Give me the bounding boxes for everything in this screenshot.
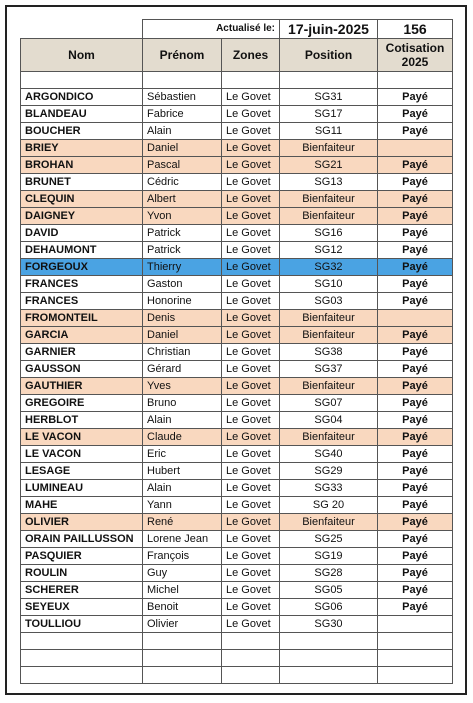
cell-prenom[interactable]: Albert — [143, 191, 222, 208]
cell-position[interactable]: SG19 — [280, 548, 378, 565]
cell-nom[interactable]: ROULIN — [21, 565, 143, 582]
empty-cell[interactable] — [378, 633, 453, 650]
cell-prenom[interactable]: Yves — [143, 378, 222, 395]
cell-zone[interactable]: Le Govet — [222, 344, 280, 361]
table-row — [21, 531, 453, 548]
cell-position[interactable]: SG28 — [280, 565, 378, 582]
table-row — [21, 446, 453, 463]
cell-nom[interactable]: DEHAUMONT — [21, 242, 143, 259]
cell-prenom[interactable]: Denis — [143, 310, 222, 327]
cell-zone[interactable]: Le Govet — [222, 106, 280, 123]
table-row — [21, 276, 453, 293]
cell-zone[interactable]: Le Govet — [222, 259, 280, 276]
table-row — [21, 191, 453, 208]
cell-zone[interactable]: Le Govet — [222, 225, 280, 242]
cell-position[interactable]: SG21 — [280, 157, 378, 174]
column-header-row — [21, 39, 453, 72]
empty-cell[interactable] — [143, 650, 222, 667]
cell-cotisation[interactable] — [378, 140, 453, 157]
cell-cotisation[interactable]: Payé — [378, 429, 453, 446]
empty-cell[interactable] — [280, 633, 378, 650]
cell-position[interactable]: SG07 — [280, 395, 378, 412]
cell-position[interactable]: SG30 — [280, 616, 378, 633]
table-row — [21, 259, 453, 276]
cell-zone[interactable]: Le Govet — [222, 310, 280, 327]
cell-prenom[interactable]: Cédric — [143, 174, 222, 191]
table-row — [21, 106, 453, 123]
cell-nom[interactable]: BLANDEAU — [21, 106, 143, 123]
cell-position[interactable]: Bienfaiteur — [280, 208, 378, 225]
empty-cell[interactable] — [378, 650, 453, 667]
cell-cotisation[interactable]: Payé — [378, 293, 453, 310]
cell-zone[interactable]: Le Govet — [222, 480, 280, 497]
cell-cotisation[interactable]: Payé — [378, 276, 453, 293]
blank-row — [21, 72, 453, 89]
cell-prenom[interactable]: Bruno — [143, 395, 222, 412]
table-row — [21, 293, 453, 310]
cell-cotisation[interactable]: Payé — [378, 446, 453, 463]
cell-zone[interactable]: Le Govet — [222, 276, 280, 293]
cell-cotisation[interactable]: Payé — [378, 225, 453, 242]
cell-position[interactable]: Bienfaiteur — [280, 514, 378, 531]
cell-position[interactable]: SG37 — [280, 361, 378, 378]
cell-zone[interactable]: Le Govet — [222, 327, 280, 344]
cell-zone[interactable]: Le Govet — [222, 208, 280, 225]
cell-nom[interactable]: SEYEUX — [21, 599, 143, 616]
cell-nom[interactable]: LESAGE — [21, 463, 143, 480]
cell-zone[interactable]: Le Govet — [222, 293, 280, 310]
cell-nom[interactable]: GARNIER — [21, 344, 143, 361]
cell-cotisation[interactable]: Payé — [378, 582, 453, 599]
cell-prenom[interactable]: Benoit — [143, 599, 222, 616]
cell-zone[interactable]: Le Govet — [222, 616, 280, 633]
table-row — [21, 310, 453, 327]
cell-nom[interactable]: SCHERER — [21, 582, 143, 599]
cell-zone[interactable]: Le Govet — [222, 429, 280, 446]
empty-cell[interactable] — [21, 667, 143, 684]
cell-zone[interactable]: Le Govet — [222, 565, 280, 582]
empty-cell[interactable] — [222, 633, 280, 650]
cell-nom[interactable]: OLIVIER — [21, 514, 143, 531]
cell-cotisation[interactable]: Payé — [378, 327, 453, 344]
empty-cell[interactable] — [222, 650, 280, 667]
cell-position[interactable]: SG29 — [280, 463, 378, 480]
cell-cotisation[interactable]: Payé — [378, 344, 453, 361]
info-row — [21, 20, 453, 39]
cell-nom[interactable]: LE VACON — [21, 429, 143, 446]
cell-nom[interactable]: BROHAN — [21, 157, 143, 174]
info-spacer — [21, 20, 143, 39]
header-zones[interactable]: Zones — [222, 39, 280, 72]
empty-cell[interactable] — [378, 667, 453, 684]
cell-cotisation[interactable]: Payé — [378, 242, 453, 259]
cell-position[interactable]: SG13 — [280, 174, 378, 191]
cell-position[interactable]: SG40 — [280, 446, 378, 463]
cell-prenom[interactable]: Daniel — [143, 140, 222, 157]
cell-prenom[interactable]: Yvon — [143, 208, 222, 225]
cell-position[interactable]: SG38 — [280, 344, 378, 361]
cell-position[interactable]: SG25 — [280, 531, 378, 548]
cell-zone[interactable]: Le Govet — [222, 548, 280, 565]
cell-position[interactable]: SG 20 — [280, 497, 378, 514]
cell-zone[interactable]: Le Govet — [222, 412, 280, 429]
cell-nom[interactable]: ORAIN PAILLUSSON — [21, 531, 143, 548]
cell-cotisation[interactable]: Payé — [378, 191, 453, 208]
member-count[interactable]: 156 — [378, 20, 453, 39]
updated-date[interactable]: 17-juin-2025 — [280, 20, 378, 39]
cell-prenom[interactable]: Fabrice — [143, 106, 222, 123]
header-prenom[interactable]: Prénom — [143, 39, 222, 72]
empty-row — [21, 667, 453, 684]
spreadsheet-page — [5, 5, 467, 695]
header-nom[interactable]: Nom — [21, 39, 143, 72]
cell-prenom[interactable]: Christian — [143, 344, 222, 361]
table-row — [21, 548, 453, 565]
cell-nom[interactable]: GAUTHIER — [21, 378, 143, 395]
cell-position[interactable]: SG06 — [280, 599, 378, 616]
cell-zone[interactable]: Le Govet — [222, 157, 280, 174]
empty-cell[interactable] — [280, 667, 378, 684]
cell-position[interactable]: SG10 — [280, 276, 378, 293]
cell-cotisation[interactable]: Payé — [378, 395, 453, 412]
cell-zone[interactable]: Le Govet — [222, 531, 280, 548]
empty-cell[interactable] — [378, 72, 453, 89]
cell-prenom[interactable]: Michel — [143, 582, 222, 599]
cell-zone[interactable]: Le Govet — [222, 361, 280, 378]
header-cotisation-line1: Cotisation — [385, 41, 445, 55]
table-row — [21, 140, 453, 157]
header-position[interactable]: Position — [280, 39, 378, 72]
cell-cotisation[interactable]: Payé — [378, 259, 453, 276]
cell-nom[interactable]: DAIGNEY — [21, 208, 143, 225]
empty-row — [21, 650, 453, 667]
cell-zone[interactable]: Le Govet — [222, 497, 280, 514]
cell-zone[interactable]: Le Govet — [222, 463, 280, 480]
cell-position[interactable]: Bienfaiteur — [280, 140, 378, 157]
cell-prenom[interactable]: Patrick — [143, 242, 222, 259]
cell-cotisation[interactable]: Payé — [378, 599, 453, 616]
cell-zone[interactable]: Le Govet — [222, 242, 280, 259]
table-row — [21, 463, 453, 480]
cell-zone[interactable]: Le Govet — [222, 514, 280, 531]
updated-label: Actualisé le: — [143, 20, 280, 39]
cell-cotisation[interactable]: Payé — [378, 208, 453, 225]
cell-prenom[interactable]: Alain — [143, 123, 222, 140]
cell-prenom[interactable]: Daniel — [143, 327, 222, 344]
table-row — [21, 497, 453, 514]
empty-cell[interactable] — [21, 72, 143, 89]
cell-cotisation[interactable]: Payé — [378, 531, 453, 548]
table-row — [21, 89, 453, 106]
cell-zone[interactable]: Le Govet — [222, 123, 280, 140]
table-row — [21, 327, 453, 344]
cell-position[interactable]: SG16 — [280, 225, 378, 242]
cell-nom[interactable]: GARCIA — [21, 327, 143, 344]
cell-nom[interactable]: LE VACON — [21, 446, 143, 463]
empty-cell[interactable] — [143, 667, 222, 684]
cell-cotisation[interactable]: Payé — [378, 497, 453, 514]
cell-nom[interactable]: BOUCHER — [21, 123, 143, 140]
cell-position[interactable]: Bienfaiteur — [280, 429, 378, 446]
table-row — [21, 208, 453, 225]
cell-prenom[interactable]: Alain — [143, 480, 222, 497]
table-row — [21, 378, 453, 395]
table-row — [21, 412, 453, 429]
cell-nom[interactable]: FROMONTEIL — [21, 310, 143, 327]
table-row — [21, 123, 453, 140]
cell-prenom[interactable]: Gérard — [143, 361, 222, 378]
cell-position[interactable]: Bienfaiteur — [280, 191, 378, 208]
cell-zone[interactable]: Le Govet — [222, 378, 280, 395]
cell-zone[interactable]: Le Govet — [222, 89, 280, 106]
cell-prenom[interactable]: Hubert — [143, 463, 222, 480]
cell-prenom[interactable]: Patrick — [143, 225, 222, 242]
cell-prenom[interactable]: Lorene Jean — [143, 531, 222, 548]
cell-nom[interactable]: PASQUIER — [21, 548, 143, 565]
cell-cotisation[interactable]: Payé — [378, 463, 453, 480]
table-row — [21, 242, 453, 259]
cell-prenom[interactable]: Pascal — [143, 157, 222, 174]
cell-cotisation[interactable]: Payé — [378, 565, 453, 582]
cell-cotisation[interactable]: Payé — [378, 514, 453, 531]
cell-zone[interactable]: Le Govet — [222, 582, 280, 599]
cell-nom[interactable]: ARGONDICO — [21, 89, 143, 106]
cell-nom[interactable]: FRANCES — [21, 276, 143, 293]
table-row — [21, 582, 453, 599]
cell-nom[interactable]: GAUSSON — [21, 361, 143, 378]
cell-zone[interactable]: Le Govet — [222, 395, 280, 412]
empty-cell[interactable] — [21, 633, 143, 650]
cell-prenom[interactable]: Guy — [143, 565, 222, 582]
cell-cotisation[interactable]: Payé — [378, 89, 453, 106]
cell-cotisation[interactable]: Payé — [378, 106, 453, 123]
cell-cotisation[interactable]: Payé — [378, 123, 453, 140]
empty-cell[interactable] — [21, 650, 143, 667]
cell-cotisation[interactable]: Payé — [378, 174, 453, 191]
table-row — [21, 565, 453, 582]
cell-zone[interactable]: Le Govet — [222, 599, 280, 616]
cell-position[interactable]: Bienfaiteur — [280, 310, 378, 327]
cell-nom[interactable]: TOULLIOU — [21, 616, 143, 633]
table-row — [21, 395, 453, 412]
header-cotisation-line2: 2025 — [401, 55, 429, 69]
cell-cotisation[interactable]: Payé — [378, 412, 453, 429]
cell-position[interactable]: SG31 — [280, 89, 378, 106]
cell-prenom[interactable]: Sébastien — [143, 89, 222, 106]
table-row — [21, 429, 453, 446]
cell-cotisation[interactable]: Payé — [378, 480, 453, 497]
cell-position[interactable]: SG03 — [280, 293, 378, 310]
cell-zone[interactable]: Le Govet — [222, 191, 280, 208]
cell-prenom[interactable]: Claude — [143, 429, 222, 446]
cell-nom[interactable]: LUMINEAU — [21, 480, 143, 497]
empty-cell[interactable] — [280, 650, 378, 667]
cell-prenom[interactable]: Honorine — [143, 293, 222, 310]
cell-nom[interactable]: FORGEOUX — [21, 259, 143, 276]
table-row — [21, 157, 453, 174]
cell-position[interactable]: SG05 — [280, 582, 378, 599]
cell-prenom[interactable]: Gaston — [143, 276, 222, 293]
cell-position[interactable]: SG12 — [280, 242, 378, 259]
cell-nom[interactable]: DAVID — [21, 225, 143, 242]
empty-cell[interactable] — [143, 633, 222, 650]
cell-prenom[interactable]: Alain — [143, 412, 222, 429]
cell-cotisation[interactable] — [378, 616, 453, 633]
cell-cotisation[interactable]: Payé — [378, 361, 453, 378]
cell-position[interactable]: Bienfaiteur — [280, 378, 378, 395]
cell-zone[interactable]: Le Govet — [222, 140, 280, 157]
cell-nom[interactable]: HERBLOT — [21, 412, 143, 429]
header-cotisation[interactable] — [378, 39, 453, 72]
cell-zone[interactable]: Le Govet — [222, 174, 280, 191]
empty-row — [21, 633, 453, 650]
cell-nom[interactable]: CLEQUIN — [21, 191, 143, 208]
cell-zone[interactable]: Le Govet — [222, 446, 280, 463]
cell-position[interactable]: SG33 — [280, 480, 378, 497]
cell-nom[interactable]: BRUNET — [21, 174, 143, 191]
table-row — [21, 344, 453, 361]
table-row — [21, 225, 453, 242]
cell-nom[interactable]: BRIEY — [21, 140, 143, 157]
empty-cell[interactable] — [222, 667, 280, 684]
cell-cotisation[interactable] — [378, 310, 453, 327]
empty-cell[interactable] — [280, 72, 378, 89]
cell-position[interactable]: SG04 — [280, 412, 378, 429]
cell-position[interactable]: SG11 — [280, 123, 378, 140]
cell-prenom[interactable]: François — [143, 548, 222, 565]
cell-position[interactable]: Bienfaiteur — [280, 327, 378, 344]
empty-cell[interactable] — [222, 72, 280, 89]
cell-nom[interactable]: MAHE — [21, 497, 143, 514]
table-row — [21, 514, 453, 531]
cell-prenom[interactable]: Thierry — [143, 259, 222, 276]
table-row — [21, 361, 453, 378]
empty-cell[interactable] — [143, 72, 222, 89]
cell-position[interactable]: SG32 — [280, 259, 378, 276]
cell-prenom[interactable]: René — [143, 514, 222, 531]
cell-prenom[interactable]: Yann — [143, 497, 222, 514]
cell-nom[interactable]: GREGOIRE — [21, 395, 143, 412]
table-row — [21, 174, 453, 191]
cell-prenom[interactable]: Olivier — [143, 616, 222, 633]
cell-nom[interactable]: FRANCES — [21, 293, 143, 310]
cell-cotisation[interactable]: Payé — [378, 548, 453, 565]
cell-cotisation[interactable]: Payé — [378, 378, 453, 395]
table-row — [21, 616, 453, 633]
cell-position[interactable]: SG17 — [280, 106, 378, 123]
cell-cotisation[interactable]: Payé — [378, 157, 453, 174]
table-row — [21, 599, 453, 616]
table-row — [21, 480, 453, 497]
cell-prenom[interactable]: Eric — [143, 446, 222, 463]
members-table — [20, 19, 453, 684]
